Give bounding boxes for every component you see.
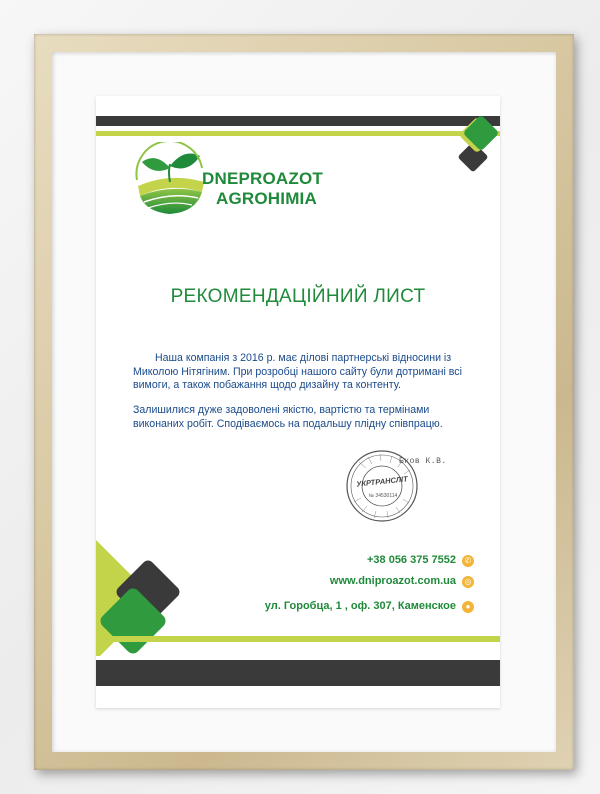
stamp-center-text: УКРТРАНСЛІТ [355,474,409,489]
top-dark-stripe [96,116,500,126]
globe-icon: ◎ [462,576,474,588]
signature: Бков К.В. [399,457,447,466]
stamp-number: № 34530114 [368,493,398,499]
letter-paragraph-2: Залишилися дуже задоволені якістю, вартістю та термінами виконаних робіт. Сподіваємось на подальшу плідну співпрацю. [133,404,443,430]
bottom-dark-band [96,660,500,686]
contact-address: ул. Горобца, 1 , оф. 307, Каменское [264,600,456,612]
location-pin-icon: ● [462,601,474,613]
company-logo [132,142,323,218]
phone-icon: ✆ [462,555,474,567]
bottom-lime-stripe [96,636,500,642]
letter-title: РЕКОМЕНДАЦІЙНИЙ ЛИСТ [170,286,426,307]
contact-website[interactable]: www.dniproazot.com.ua [329,575,456,587]
top-lime-stripe [96,131,500,136]
contact-phone[interactable]: +38 056 375 7552 [366,554,456,566]
logo-line-2: AGROHIMIA [216,189,317,208]
top-right-decoration [450,110,500,186]
leaf-field-icon [132,142,208,218]
recommendation-letter [96,96,500,708]
logo-line-1: DNEPROAZOT [202,169,323,188]
letter-paragraph-1: Наша компанія з 2016 р. має ділові партнерські відносини із Миколою Нітягіним. При розробці нашого сайту були дотримані всі вимоги, а також побажання щодо дизайну та контенту. [133,352,462,391]
